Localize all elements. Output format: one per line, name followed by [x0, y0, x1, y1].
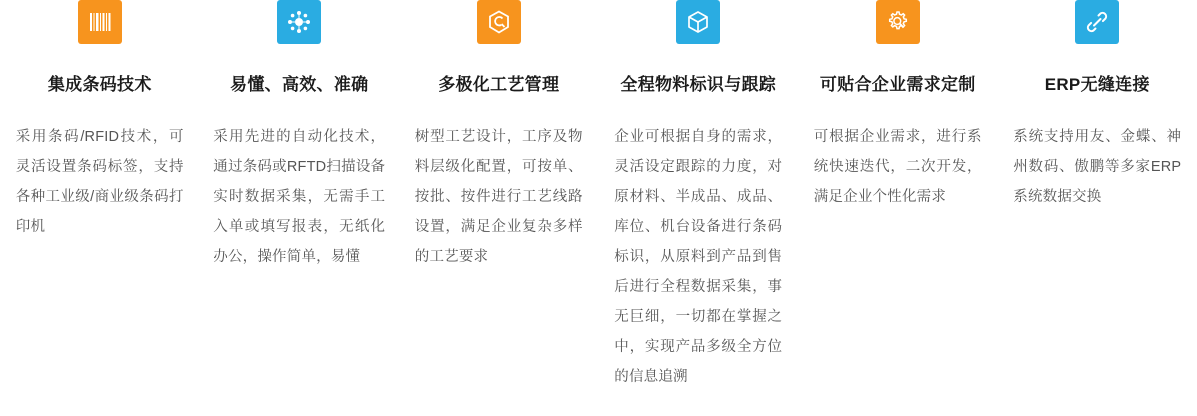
link-chain-icon [1075, 0, 1119, 44]
feature-title: 易懂、高效、准确 [230, 75, 369, 94]
feature-item-material-tracking [599, 0, 799, 392]
feature-description: 系统支持用友、金蝶、神州数码、傲鹏等多家ERP系统数据交换 [1013, 129, 1182, 205]
barcode-icon [78, 0, 122, 44]
feature-title: 多极化工艺管理 [438, 75, 560, 94]
feature-item-process-management [399, 0, 599, 272]
feature-title: 集成条码技术 [47, 75, 152, 94]
feature-title: 可贴合企业需求定制 [819, 75, 976, 94]
feature-item-barcode [0, 0, 200, 242]
feature-description: 企业可根据自身的需求，灵活设定跟踪的力度，对原材料、半成品、成品、库位、机台设备进行条码标识，从原料到产品到售后进行全程数据采集，事无巨细，一切都在掌握之中，实现产品多级全方位的信息追溯 [614, 129, 783, 385]
box-package-icon [676, 0, 720, 44]
feature-title: ERP无缝连接 [1044, 75, 1150, 94]
feature-item-accuracy [200, 0, 400, 272]
feature-item-customization [798, 0, 998, 212]
gear-search-icon [876, 0, 920, 44]
network-nodes-icon [277, 0, 321, 44]
feature-title: 全程物料标识与跟踪 [620, 75, 777, 94]
feature-description: 树型工艺设计，工序及物料层级化配置，可按单、按批、按件进行工艺线路设置，满足企业复杂多样的工艺要求 [414, 129, 583, 265]
feature-item-erp-connection [998, 0, 1197, 212]
feature-description: 采用条码/RFID技术，可灵活设置条码标签，支持各种工业级/商业级条码打印机 [15, 129, 184, 235]
feature-description: 可根据企业需求，进行系统快速迭代，二次开发，满足企业个性化需求 [813, 129, 982, 205]
feature-description: 采用先进的自动化技术，通过条码或RFTD扫描设备实时数据采集，无需手工入单或填写报表，无纸化办公，操作简单，易懂 [213, 129, 386, 265]
hexagon-gear-icon [477, 0, 521, 44]
